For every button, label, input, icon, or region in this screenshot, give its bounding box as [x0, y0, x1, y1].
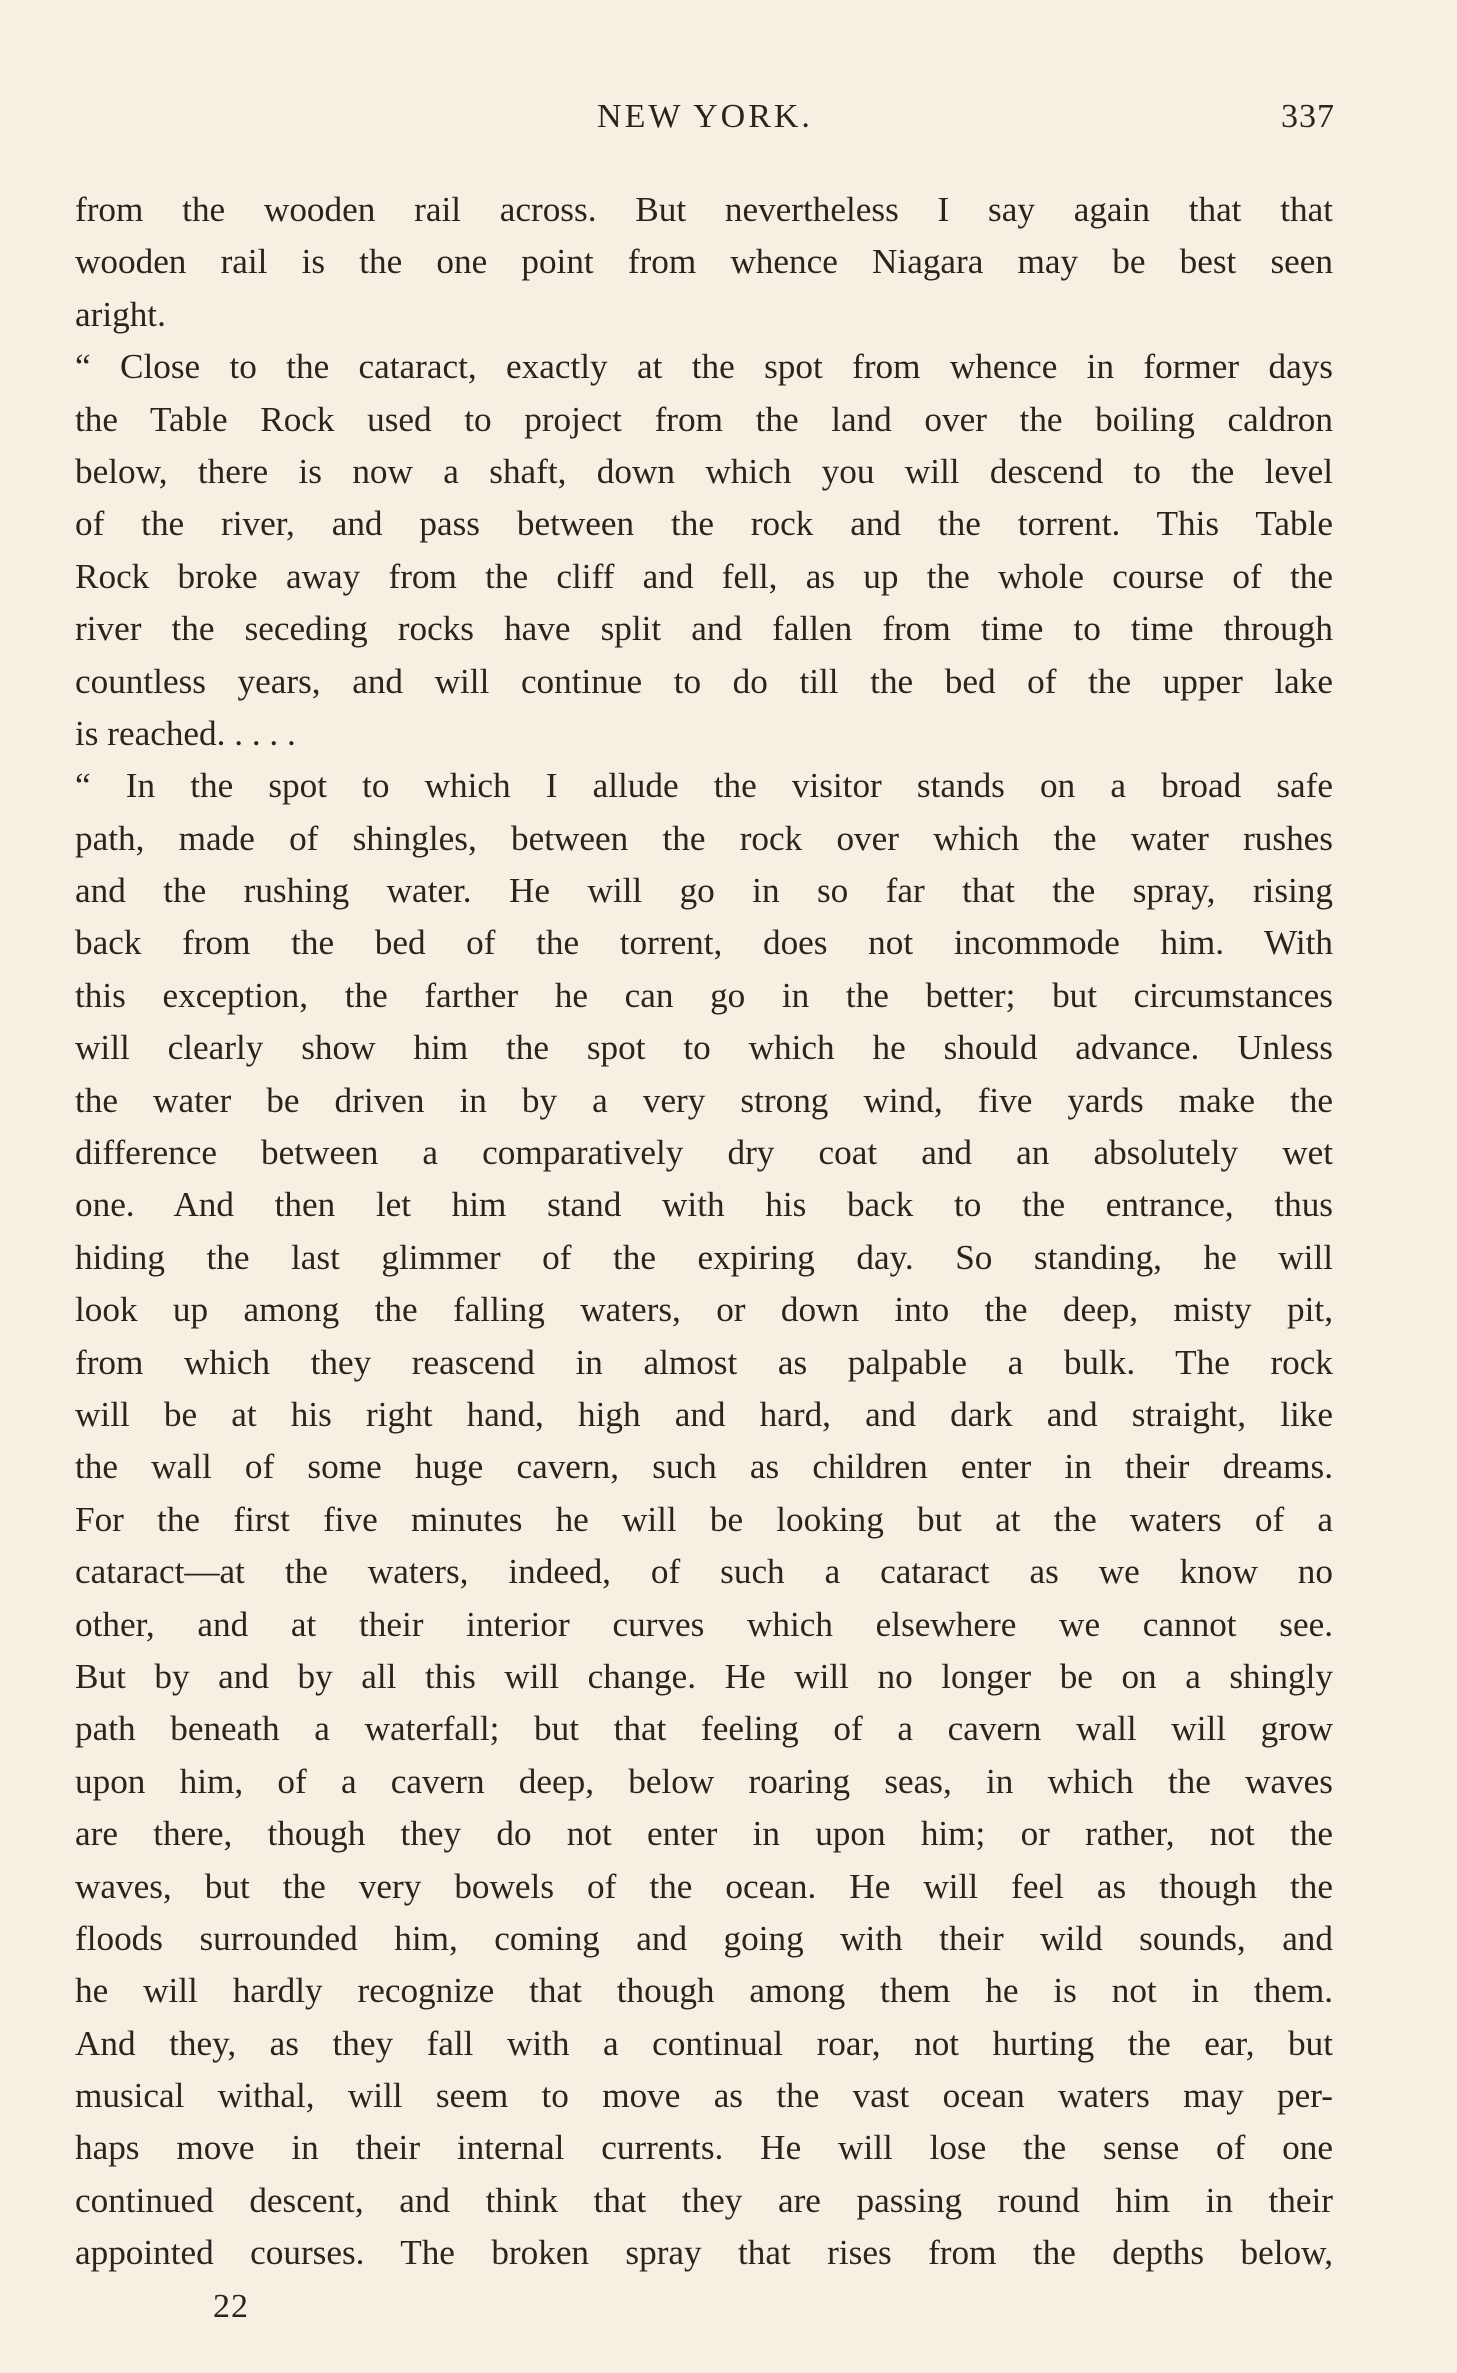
text-line: will be at his right hand, high and hard, and dark and straight, like [75, 1394, 1333, 1434]
text-line: appointed courses. The broken spray that rises from the depths below, [75, 2233, 1333, 2273]
text-line: other, and at their interior curves which elsewhere we cannot see. [75, 1604, 1333, 1644]
text-line: the wall of some huge cavern, such as children enter in their dreams. [75, 1447, 1333, 1487]
running-head [75, 98, 1335, 150]
text-line: And they, as they fall with a continual roar, not hurting the ear, but [75, 2023, 1333, 2063]
running-title: NEW YORK. [597, 98, 813, 135]
text-line: floods surrounded him, coming and going with their wild sounds, and [75, 1918, 1333, 1958]
text-line: from which they reascend in almost as palpable a bulk. The rock [75, 1342, 1333, 1382]
text-line: is reached. . . . . [75, 713, 296, 753]
text-line: For the first five minutes he will be looking but at the waters of a [75, 1499, 1333, 1539]
text-line: this exception, the farther he can go in the better; but circumstances [75, 975, 1333, 1015]
signature-mark: 22 [213, 2288, 249, 2325]
text-line: look up among the falling waters, or down into the deep, misty pit, [75, 1290, 1333, 1330]
body-text [75, 184, 1333, 2280]
page-number: 337 [1281, 98, 1335, 135]
text-line: “ In the spot to which I allude the visitor stands on a broad safe [75, 766, 1333, 806]
text-line: upon him, of a cavern deep, below roaring seas, in which the waves [75, 1761, 1333, 1801]
text-line: waves, but the very bowels of the ocean. He will feel as though the [75, 1866, 1333, 1906]
text-line: haps move in their internal currents. He will lose the sense of one [75, 2128, 1333, 2168]
text-line: But by and by all this will change. He will no longer be on a shingly [75, 1656, 1333, 1696]
text-line: will clearly show him the spot to which he should advance. Unless [75, 1028, 1333, 1068]
text-line: are there, though they do not enter in upon him; or rather, not the [75, 1814, 1333, 1854]
text-line: river the seceding rocks have split and fallen from time to time through [75, 609, 1333, 649]
text-line: hiding the last glimmer of the expiring day. So standing, he will [75, 1237, 1333, 1277]
text-line: countless years, and will continue to do till the bed of the upper lake [75, 661, 1333, 701]
text-line: Rock broke away from the cliff and fell, as up the whole course of the [75, 556, 1333, 596]
text-line: below, there is now a shaft, down which you will descend to the level [75, 451, 1333, 491]
text-line: path, made of shingles, between the rock over which the water rushes [75, 818, 1333, 858]
text-line: musical withal, will seem to move as the vast ocean waters may per- [75, 2076, 1333, 2116]
text-line: of the river, and pass between the rock and the torrent. This Table [75, 504, 1333, 544]
text-line: he will hardly recognize that though among them he is not in them. [75, 1971, 1333, 2011]
text-line: and the rushing water. He will go in so far that the spray, rising [75, 871, 1333, 911]
text-line: aright. [75, 294, 166, 334]
text-line: back from the bed of the torrent, does not incommode him. With [75, 923, 1333, 963]
text-line: the water be driven in by a very strong wind, five yards make the [75, 1080, 1333, 1120]
text-line: “ Close to the cataract, exactly at the spot from whence in former days [75, 347, 1333, 387]
text-line: one. And then let him stand with his back to the entrance, thus [75, 1185, 1333, 1225]
text-line: continued descent, and think that they are passing round him in their [75, 2180, 1333, 2220]
text-line: cataract—at the waters, indeed, of such a cataract as we know no [75, 1552, 1333, 1592]
text-line: from the wooden rail across. But nevertheless I say again that that [75, 190, 1333, 229]
text-line: wooden rail is the one point from whence Niagara may be best seen [75, 242, 1333, 282]
text-line: path beneath a waterfall; but that feeling of a cavern wall will grow [75, 1709, 1333, 1749]
text-line: difference between a comparatively dry coat and an absolutely wet [75, 1133, 1333, 1173]
text-line: the Table Rock used to project from the land over the boiling caldron [75, 399, 1333, 439]
